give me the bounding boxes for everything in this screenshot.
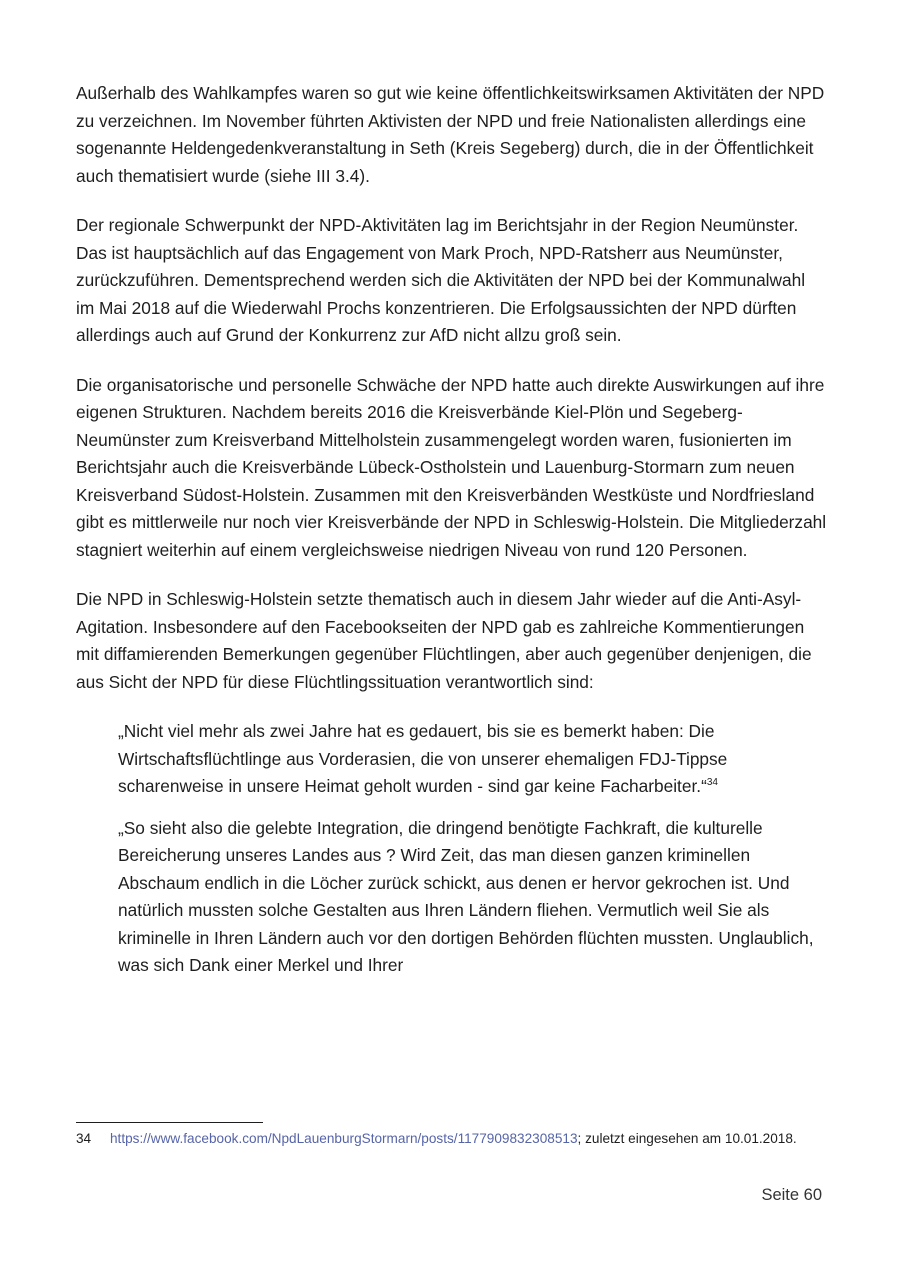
page-content [76, 80, 828, 994]
paragraph: Außerhalb des Wahlkampfes waren so gut wie keine öffentlichkeitswirksamen Aktivitäten der NPD zu verzeichnen. Im November führten Aktivisten der NPD und freie Nationalisten allerdings eine sogenannte Heldengedenkveranstaltung in Seth (Kreis Segeberg) durch, die in der Öffentlichkeit auch thematisiert wurde (siehe III 3.4). [76, 83, 825, 186]
footnote-reference[interactable]: 34 [706, 777, 718, 789]
footnote-number: 34 [76, 1131, 92, 1146]
footnote-suffix: ; zuletzt eingesehen am 10.01.2018. [577, 1131, 797, 1146]
block-quote: „So sieht also die gelebte Integration, die dringend benötigte Fachkraft, die kulturelle Bereicherung unseres Landes aus ? Wird Zeit, das man diesen ganzen kriminellen Abschaum endlich in die Löcher zurück schickt, aus denen er hervor gekrochen ist. Und natürlich mussten solche Gestalten aus Ihren Ländern fliehen. Vermutlich weil Sie als kriminelle in Ihren Ländern auch vor den dortigen Behörden flüchten mussten. Unglaublich, was sich Dank einer Merkel und Ihrer [118, 817, 814, 975]
footnote-link[interactable]: https://www.facebook.com/NpdLauenburgStormarn/posts/1177909832308513 [110, 1131, 578, 1146]
quote-text: „Nicht viel mehr als zwei Jahre hat es gedauert, bis sie es bemerkt haben: Die Wirtschaftsflüchtlinge aus Vorderasien, die von unserer ehemaligen FDJ-Tippse scharenweise in unsere Heimat geholt wurden - sind gar keine Facharbeiter.“ [118, 721, 728, 796]
footnote-separator [76, 1122, 263, 1123]
paragraph: Die organisatorische und personelle Schwäche der NPD hatte auch direkte Auswirkungen auf ihre eigenen Strukturen. Nachdem bereits 2016 die Kreisverbände Kiel-Plön und Segeberg-Neumünster zum Kreisverband Mittelholstein zusammengelegt worden waren, fusionierten im Berichtsjahr auch die Kreisverbände Lübeck-Ostholstein und Lauenburg-Stormarn zum neuen Kreisverband Südost-Holstein. Zusammen mit den Kreisverbänden Westküste und Nordfriesland gibt es mittlerweile nur noch vier Kreisverbände der NPD in Schleswig-Holstein. Die Mitgliederzahl stagniert weiterhin auf einem vergleichsweise niedrigen Niveau von rund 120 Personen. [76, 374, 827, 560]
footnote [76, 1128, 828, 1150]
paragraph: Die NPD in Schleswig-Holstein setzte thematisch auch in diesem Jahr wieder auf die Anti-Asyl-Agitation. Insbesondere auf den Facebookseiten der NPD gab es zahlreiche Kommentierungen mit diffamierenden Bemerkungen gegenüber Flüchtlingen, aber auch gegenüber denjenigen, die aus Sicht der NPD für diese Flüchtlingssituation verantwortlich sind: [76, 589, 812, 692]
block-quote [118, 718, 818, 801]
footnote-body [110, 1128, 828, 1150]
page-number: Seite 60 [761, 1186, 822, 1204]
paragraph: Der regionale Schwerpunkt der NPD-Aktivitäten lag im Berichtsjahr in der Region Neumünster. Das ist hauptsächlich auf das Engagement von Mark Proch, NPD-Ratsherr aus Neumünster, zurückzuführen. Dementsprechend werden sich die Aktivitäten der NPD bei der Kommunalwahl im Mai 2018 auf die Wiederwahl Prochs konzentrieren. Die Erfolgsaussichten der NPD dürften allerdings auch auf Grund der Konkurrenz zur AfD nicht allzu groß sein. [76, 215, 806, 345]
